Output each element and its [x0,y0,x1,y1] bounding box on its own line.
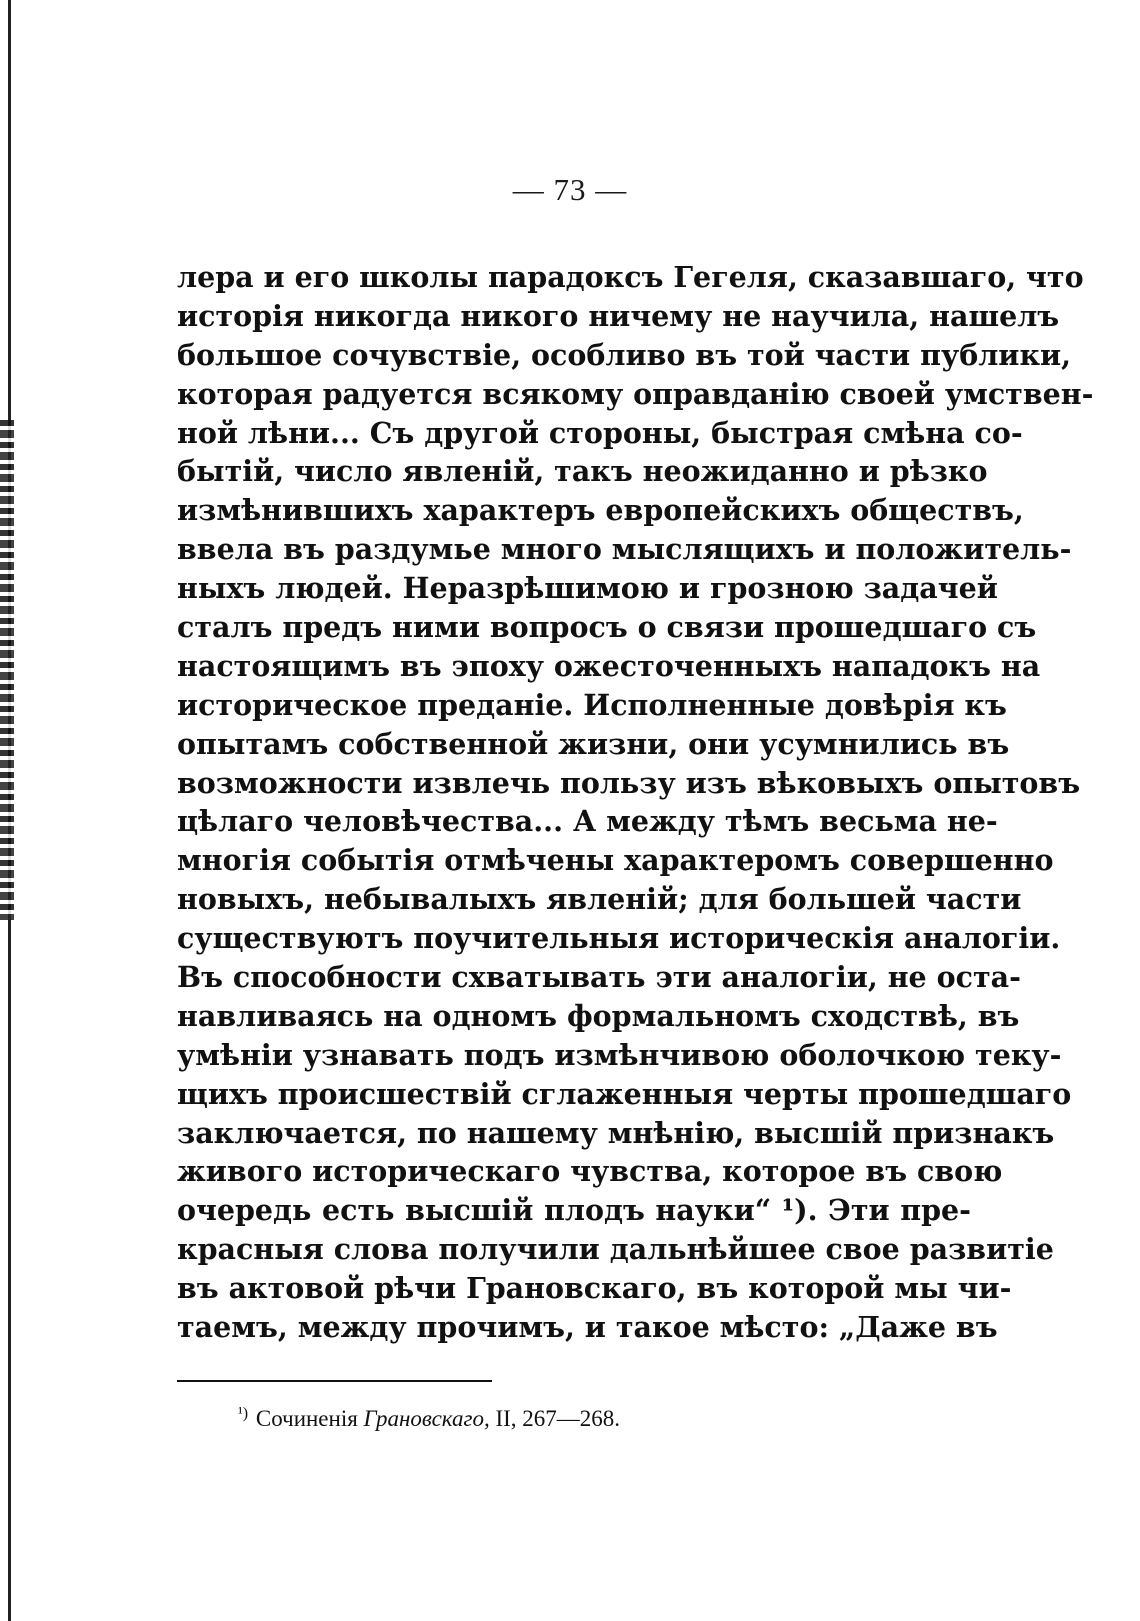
text-line: опытамъ собственной жизни, они усумнились въ [177,726,1010,761]
text-line: существуютъ поучительныя историческія аналогіи. [177,921,1061,956]
text-line: лера и его школы парадоксъ Гегеля, сказавшаго, что [177,260,1084,294]
body-text [177,258,1094,1347]
text-line: красныя слова получили дальнѣйшее свое развитіе [177,1232,1054,1267]
text-line: ввела въ раздумье много мыслящихъ и положитель- [177,532,1072,567]
footnote-text-after: II, 267—268. [495,1406,621,1431]
text-line: большое сочувствіе, особливо въ той части публики, [177,337,1072,372]
text-line: настоящимъ въ эпоху ожесточенныхъ нападокъ на [177,648,1041,683]
footnote-mark: ¹) [238,1405,249,1422]
text-line: историческое преданіе. Исполненные довѣрія къ [177,687,1007,722]
text-line: ной лѣни... Съ другой стороны, быстрая смѣна со- [177,415,1023,450]
text-line: исторія никогда никого ничему не научила, нашелъ [177,298,1060,333]
footnote [238,1406,620,1432]
page-number: — 73 — [512,172,628,207]
text-line: Въ способности схватывать эти аналогіи, не оста- [177,960,1021,995]
footnote-author: Грановскаго, [363,1406,490,1431]
text-line: новыхъ, небывалыхъ явленій; для большей части [177,882,1022,917]
text-line: таемъ, между прочимъ, и такое мѣсто: „Даже въ [177,1310,998,1345]
text-line: сталъ предъ ними вопросъ о связи прошедшаго съ [177,610,1037,645]
text-line: многія событія отмѣчены характеромъ совершенно [177,843,1054,878]
text-line: заключается, по нашему мнѣнію, высшій признакъ [177,1115,1055,1150]
footnote-divider [177,1380,492,1382]
text-line: очередь есть высшій плодъ науки“ ¹). Эти пре- [177,1193,971,1228]
text-line: ныхъ людей. Неразрѣшимою и грозною задачей [177,571,998,606]
text-line: которая радуется всякому оправданію своей умствен- [177,376,1094,411]
text-line: навливаясь на одномъ формальномъ сходствѣ, въ [177,998,1020,1033]
text-line: щихъ происшествій сглаженныя черты прошедшаго [177,1076,1072,1111]
text-line: возможности извлечь пользу изъ вѣковыхъ опытовъ [177,765,1081,800]
text-line: въ актовой рѣчи Грановскаго, въ которой мы чи- [177,1271,1012,1306]
footnote-text-before: Сочиненія [255,1406,358,1431]
text-line: цѣлаго человѣчества... А между тѣмъ весьма не- [177,804,998,839]
page-edge-scan-artifact [0,420,14,920]
text-line: бытій, число явленій, такъ неожиданно и рѣзко [177,454,988,489]
text-line: умѣніи узнавать подъ измѣнчивою оболочкою теку- [177,1037,1062,1072]
text-line: измѣнившихъ характеръ европейскихъ обществъ, [177,493,1024,528]
text-line: живого историческаго чувства, которое въ свою [177,1154,1003,1189]
